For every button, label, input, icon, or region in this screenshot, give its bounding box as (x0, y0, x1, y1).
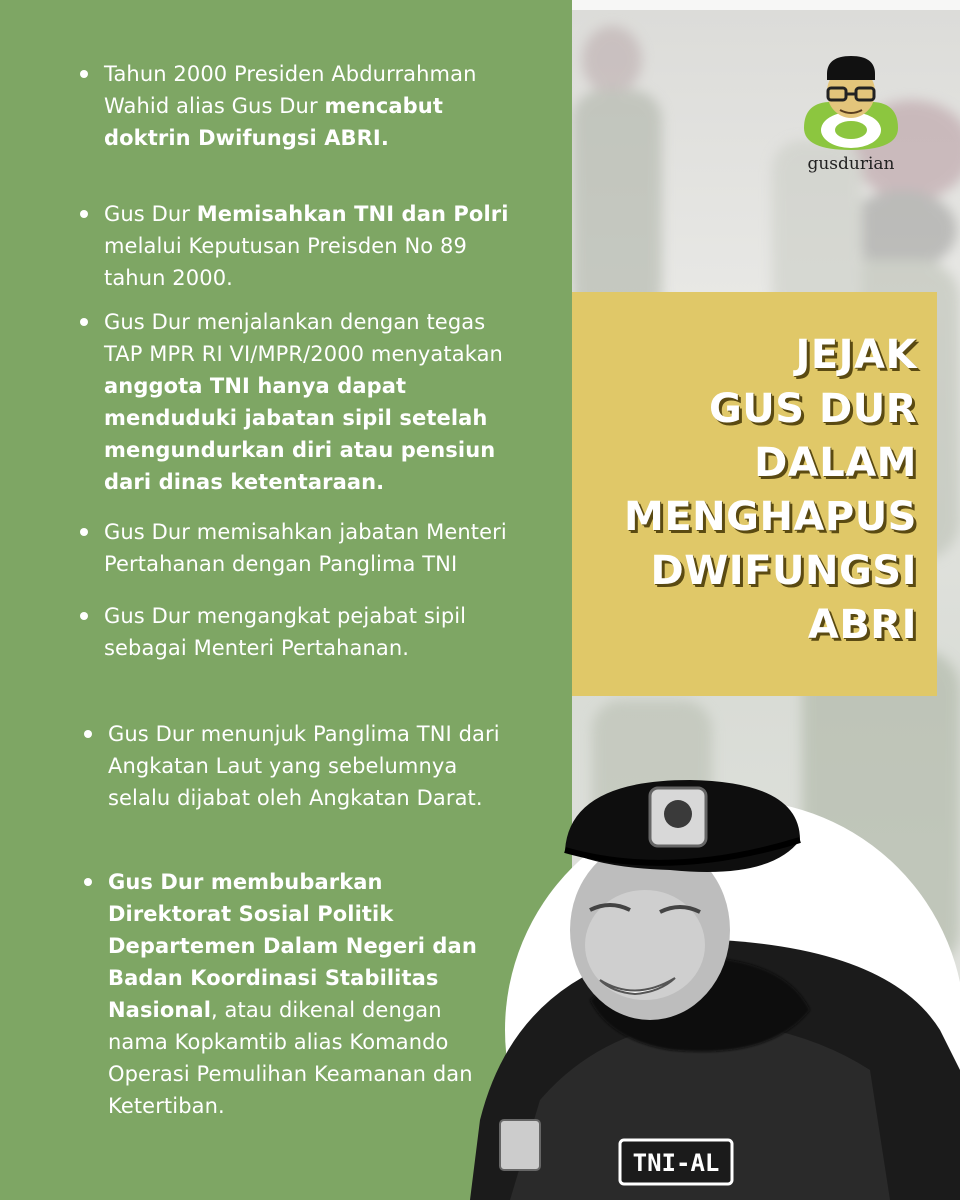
title-box (572, 292, 937, 696)
list-item (108, 718, 508, 814)
bullet-dot (80, 70, 88, 78)
portrait-illustration (470, 770, 960, 1200)
bullet-text-bold: mencabut doktrin Dwifungsi ABRI. (104, 94, 443, 150)
bullet-text-regular: , atau dikenal dengan nama Kopkamtib alias Komando Operasi Pemulihan Keamanan dan Ketertiban. (108, 998, 473, 1118)
bullet-text-regular: Gus Dur (104, 202, 197, 226)
bullet-text (104, 310, 503, 494)
bullet-dot (84, 878, 92, 886)
bullet-dot (80, 318, 88, 326)
list-item (104, 600, 474, 664)
page-title: JEJAK GUS DUR DALAM MENGHAPUS DWIFUNGSI ABRI (624, 332, 917, 648)
bullet-text-regular: Gus Dur mengangkat pejabat sipil sebagai Menteri Pertahanan. (104, 604, 467, 660)
bullet-text (104, 520, 507, 576)
bullet-text (108, 870, 477, 1118)
bullet-text-bold: Memisahkan TNI dan Polri (196, 202, 509, 226)
list-item (104, 516, 564, 580)
list-item (104, 198, 529, 294)
bullet-dot (80, 210, 88, 218)
bullet-dot (84, 730, 92, 738)
bullet-dot (80, 612, 88, 620)
bullet-text-bold: Gus Dur membubarkan Direktorat Sosial Politik Departemen Dalam Negeri dan Badan Koordinasi Stabilitas Nasional (108, 870, 477, 1022)
gusdurian-logo-icon (796, 50, 906, 160)
logo-wordmark: gusdurian (807, 154, 895, 174)
portrait (470, 770, 960, 1200)
bullet-text-regular: melalui Keputusan Preisden No 89 tahun 2000. (104, 234, 467, 290)
bullet-text-regular: Gus Dur memisahkan jabatan Menteri Pertahanan dengan Panglima TNI (104, 520, 507, 576)
portrait-badge: TNI-AL (632, 1149, 720, 1177)
bullet-text-bold: anggota TNI hanya dapat menduduki jabatan sipil setelah mengundurkan diri atau pensiun dari dinas ketentaraan. (104, 374, 496, 494)
bullet-text-regular: Gus Dur menunjuk Panglima TNI dari Angkatan Laut yang sebelumnya selalu dijabat oleh Angkatan Darat. (108, 722, 500, 810)
bullet-text-regular: Gus Dur menjalankan dengan tegas TAP MPR RI VI/MPR/2000 menyatakan (104, 310, 503, 366)
list-item (108, 866, 508, 1122)
list-item (104, 58, 484, 154)
bullet-text-regular: Tahun 2000 Presiden Abdurrahman Wahid alias Gus Dur (104, 62, 477, 118)
list-item (104, 306, 524, 498)
bullet-text (104, 62, 477, 150)
gusdurian-logo (796, 50, 906, 180)
bullet-dot (80, 528, 88, 536)
bullet-text (108, 722, 500, 810)
bullet-text (104, 604, 466, 660)
bullet-text (104, 202, 509, 290)
